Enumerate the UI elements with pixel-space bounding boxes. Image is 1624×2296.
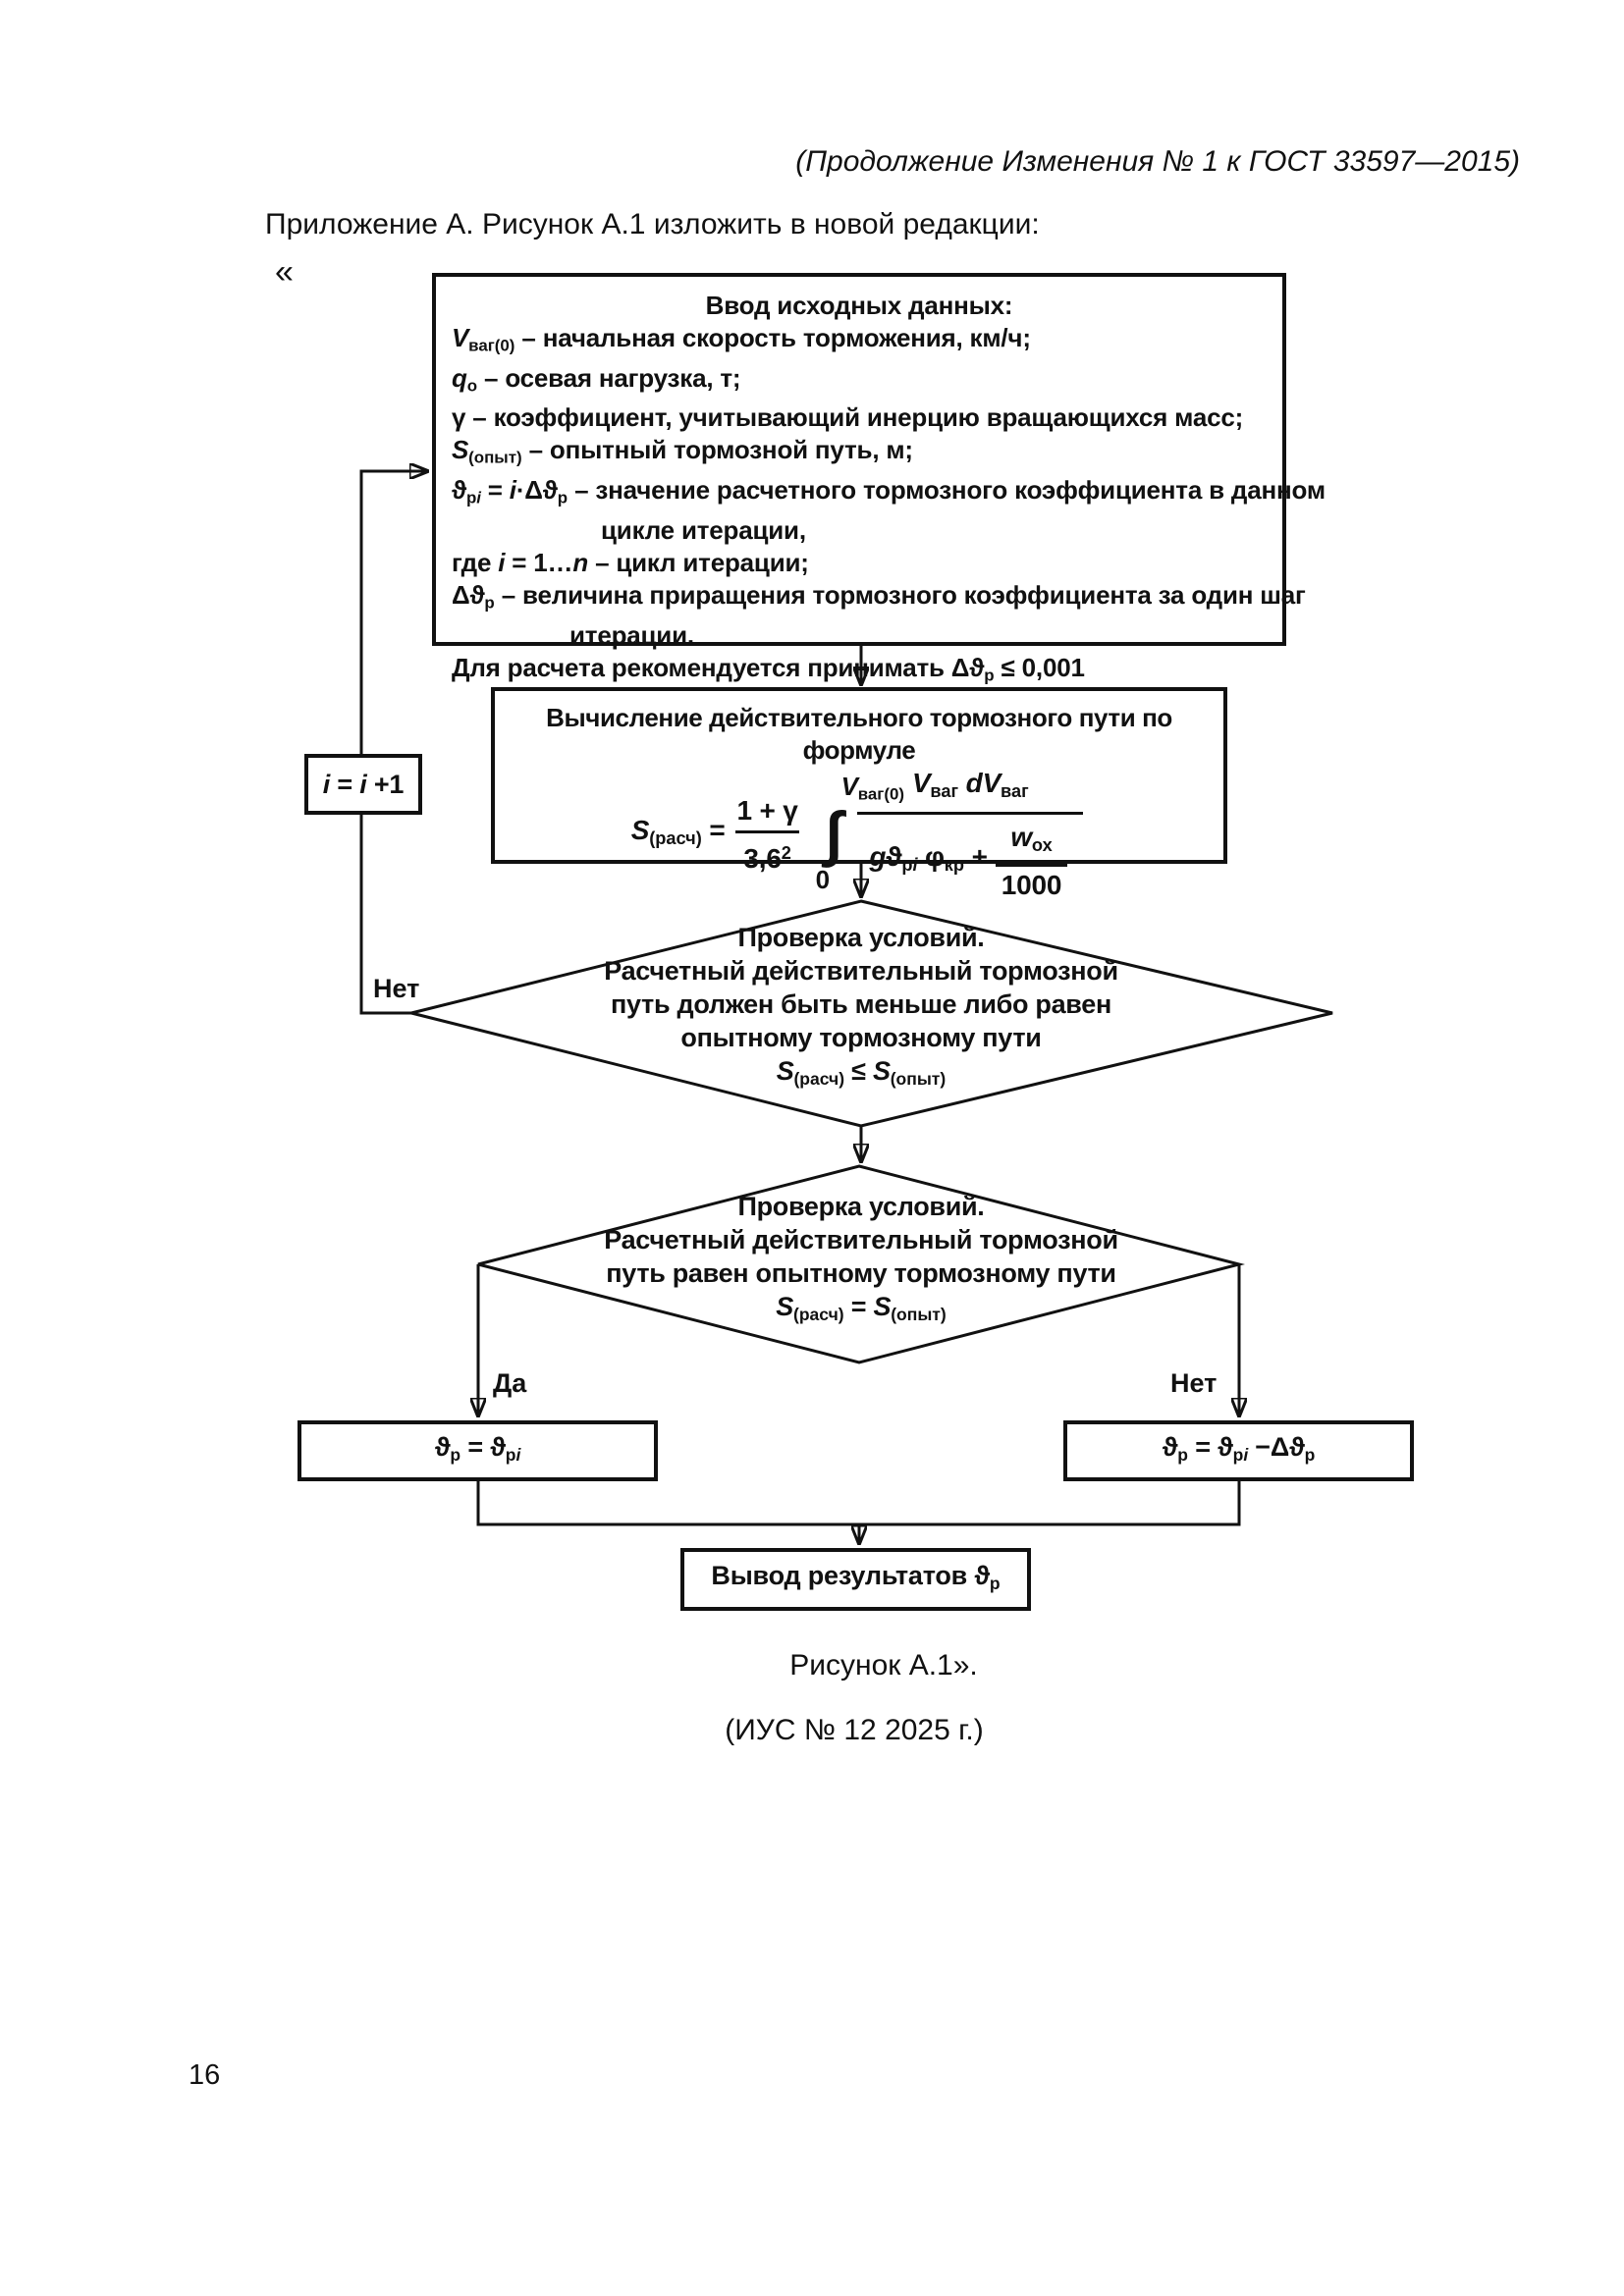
calculation-box bbox=[491, 687, 1227, 901]
input-box-line: qо – осевая нагрузка, т; bbox=[452, 362, 741, 396]
branch-label-no-loop: Нет bbox=[373, 974, 420, 1003]
input-box-line: S(опыт) – опытный тормозной путь, м; bbox=[452, 435, 913, 468]
braking-distance-formula bbox=[495, 767, 1223, 901]
merge-line bbox=[478, 1479, 1239, 1524]
decision-2-line: Проверка условий. bbox=[737, 1192, 985, 1221]
input-box-line: Δϑр – величина приращения тормозного коэффициента за один шаг bbox=[452, 579, 1306, 613]
decision-2-condition: S(расч) = S(опыт) bbox=[776, 1292, 947, 1324]
result-yes-label: ϑр = ϑрi bbox=[434, 1431, 521, 1465]
iteration-counter-box bbox=[304, 754, 422, 815]
input-box-line: ϑрi = i·Δϑр – значение расчетного тормозного коэффициента в данном bbox=[452, 475, 1326, 507]
amendment-instruction: Приложение А. Рисунок А.1 изложить в новой редакции: bbox=[265, 208, 1040, 240]
decision-1-line: Расчетный действительный тормозной bbox=[604, 956, 1118, 986]
integral-operator bbox=[815, 771, 904, 894]
input-data-box bbox=[432, 273, 1326, 685]
decision-2-text bbox=[517, 1190, 1205, 1331]
fraction-denominator: $3,6^2$ bbox=[735, 830, 798, 875]
integral-upper-limit: Vваг(0) bbox=[840, 771, 904, 804]
branch-label-no: Нет bbox=[1170, 1368, 1218, 1398]
formula-lhs: S(расч) = bbox=[630, 814, 726, 848]
input-box-title: Ввод исходных данных: bbox=[705, 291, 1013, 320]
integral-lower-limit: 0 bbox=[815, 864, 830, 894]
integral-sign: ∫ bbox=[825, 799, 842, 868]
fraction-denominator bbox=[857, 812, 1083, 901]
figure-caption: Рисунок А.1». bbox=[789, 1649, 978, 1682]
page-number: 16 bbox=[189, 2059, 221, 2091]
output-results-label: Вывод результатов ϑр bbox=[711, 1560, 1001, 1593]
decision-2-line: Расчетный действительный тормозной bbox=[604, 1225, 1118, 1255]
feedback-loop-line bbox=[361, 471, 428, 1013]
decision-2-line: путь равен опытному тормозному пути bbox=[606, 1258, 1116, 1288]
opening-quote-mark: « bbox=[275, 253, 294, 291]
output-results-box bbox=[680, 1548, 1031, 1611]
resistance-ratio-fraction bbox=[996, 821, 1068, 901]
ius-note: (ИУС № 12 2025 г.) bbox=[725, 1714, 984, 1746]
result-no-label: ϑр = ϑрi −Δϑр bbox=[1162, 1431, 1316, 1465]
formula-coefficient-fraction bbox=[730, 794, 806, 875]
input-box-line: Для расчета рекомендуется принимать Δϑр ≤ 0,001 bbox=[452, 652, 1085, 685]
fraction-numerator: Vваг dVваг bbox=[911, 768, 1029, 802]
branch-label-yes: Да bbox=[493, 1368, 527, 1398]
fraction-numerator: 1 + γ bbox=[736, 794, 798, 826]
input-box-line: γ – коэффициент, учитывающий инерцию вращающихся масс; bbox=[452, 402, 1244, 433]
decision-1-text bbox=[517, 921, 1205, 1095]
decision-1-condition: S(расч) ≤ S(опыт) bbox=[776, 1056, 947, 1089]
input-box-line: где i = 1…n – цикл итерации; bbox=[452, 547, 809, 577]
result-no-box bbox=[1063, 1420, 1414, 1481]
decision-1-line: опытному тормозному пути bbox=[680, 1023, 1042, 1052]
input-box-line: Vваг(0) – начальная скорость торможения, км/ч; bbox=[452, 323, 1031, 355]
input-box-line: цикле итерации, bbox=[601, 514, 806, 545]
fraction-denominator: 1000 bbox=[996, 864, 1068, 901]
page-header-note: (Продолжение Изменения № 1 к ГОСТ 33597—2015) bbox=[795, 145, 1520, 178]
fraction-numerator: wох bbox=[1010, 822, 1053, 856]
decision-1-line: Проверка условий. bbox=[737, 923, 985, 952]
decision-1-line: путь должен быть меньше либо равен bbox=[611, 989, 1111, 1019]
iteration-counter-label: i = i +1 bbox=[322, 769, 405, 799]
result-yes-box bbox=[298, 1420, 658, 1481]
input-box-line: итерации. bbox=[569, 619, 694, 650]
denominator-terms: gϑрi φкр + bbox=[869, 841, 988, 876]
calculation-box-title: Вычисление действительного тормозного пути по формуле bbox=[546, 703, 1172, 765]
